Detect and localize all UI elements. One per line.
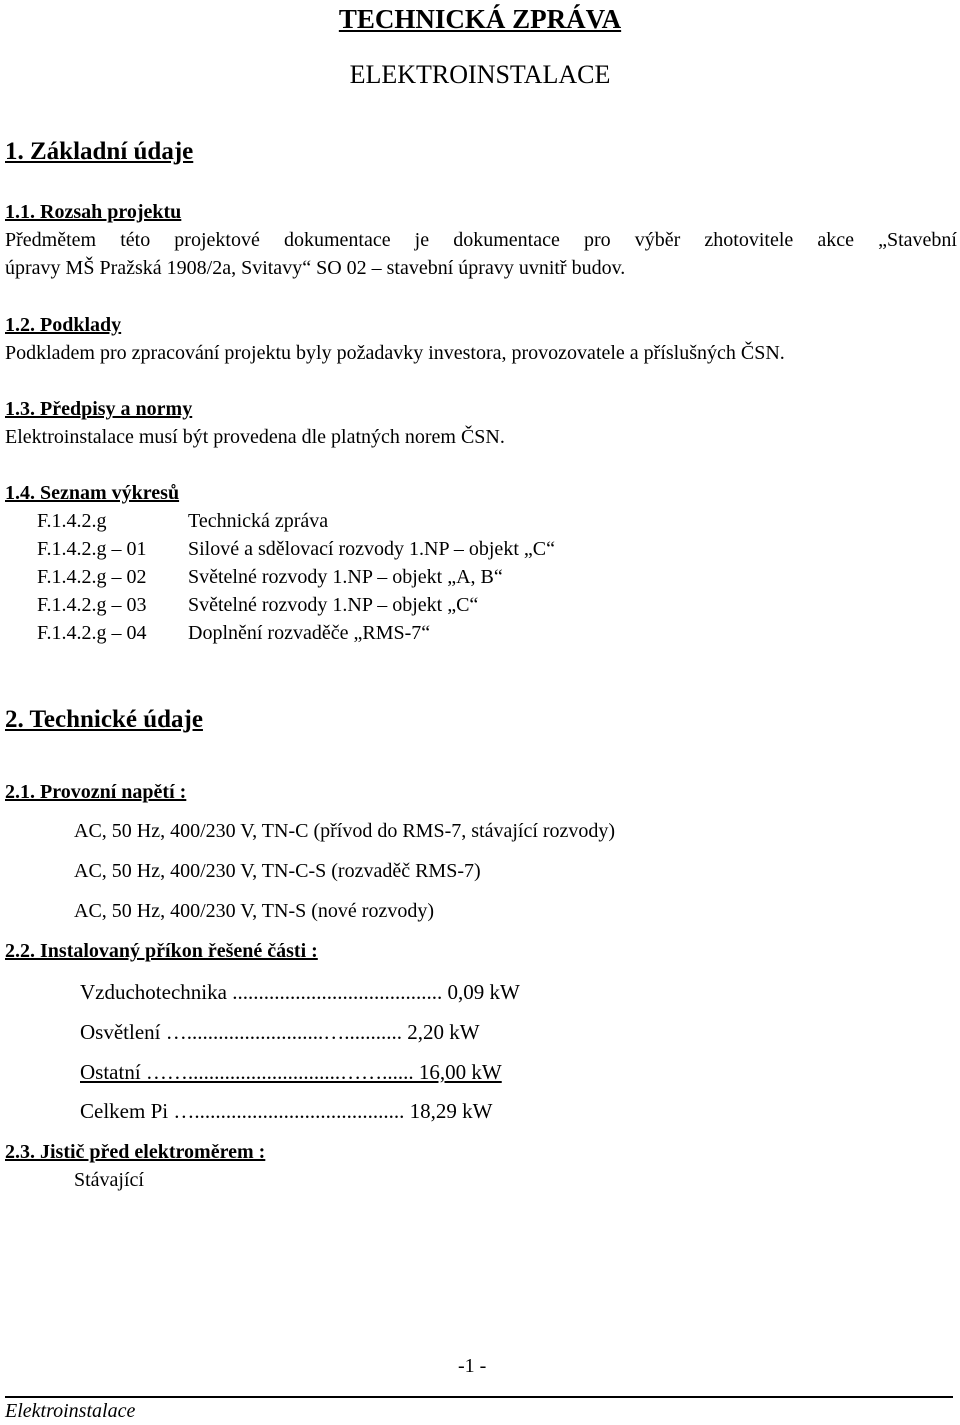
drawing-code: F.1.4.2.g – 01 (37, 538, 147, 560)
drawing-list-item (0, 566, 960, 592)
section-2-1-heading: 2.1. Provozní napětí : (5, 781, 187, 803)
power-total-line: Celkem Pi …........................................ 18,29 kW (80, 1099, 493, 1123)
drawing-list-item (0, 594, 960, 620)
voltage-line: AC, 50 Hz, 400/230 V, TN-C (přívod do RMS-7, stávající rozvody) (74, 820, 616, 842)
section-1-1-text-line-1: Předmětem této projektové dokumentace je dokumentace pro výběr zhotovitele akce „Stavební (5, 229, 957, 251)
drawing-code: F.1.4.2.g – 04 (37, 622, 147, 644)
footer-label: Elektroinstalace (5, 1400, 136, 1422)
section-1-4-heading: 1.4. Seznam výkresů (5, 482, 180, 504)
drawing-code: F.1.4.2.g – 03 (37, 594, 147, 616)
drawing-list-item (0, 510, 960, 536)
drawing-code: F.1.4.2.g – 02 (37, 566, 147, 588)
drawing-name: Světelné rozvody 1.NP – objekt „C“ (188, 594, 479, 616)
drawing-list-item (0, 622, 960, 648)
voltage-line: AC, 50 Hz, 400/230 V, TN-S (nové rozvody) (74, 900, 434, 922)
section-2-3-text: Stávající (74, 1169, 144, 1191)
power-line: Vzduchotechnika ........................................ 0,09 kW (80, 980, 520, 1004)
section-1-3-text: Elektroinstalace musí být provedena dle platných norem ČSN. (5, 426, 505, 448)
drawing-name: Doplnění rozvaděče „RMS-7“ (188, 622, 431, 644)
section-1-3-heading: 1.3. Předpisy a normy (5, 398, 193, 420)
section-1-1-heading: 1.1. Rozsah projektu (5, 201, 182, 223)
section-2-2-heading: 2.2. Instalovaný příkon řešené části : (5, 940, 318, 962)
power-line: Osvětlení …..........................…........... 2,20 kW (80, 1020, 480, 1044)
section-2-heading: 2. Technické údaje (5, 706, 203, 733)
section-1-2-heading: 1.2. Podklady (5, 314, 122, 336)
voltage-line: AC, 50 Hz, 400/230 V, TN-C-S (rozvaděč RMS-7) (74, 860, 481, 882)
page-number: -1 - (458, 1355, 487, 1377)
section-1-1-text-line-2: úpravy MŠ Pražská 1908/2a, Svitavy“ SO 02 – stavební úpravy uvnitř budov. (5, 257, 626, 279)
document-subtitle: ELEKTROINSTALACE (349, 60, 611, 89)
section-1-2-text: Podkladem pro zpracování projektu byly požadavky investora, provozovatele a příslušných ČSN. (5, 342, 785, 364)
power-line: Ostatní …….............................……...... 16,00 kW (80, 1060, 502, 1084)
document-title: TECHNICKÁ ZPRÁVA (338, 4, 622, 34)
section-2-3-heading: 2.3. Jistič před elektroměrem : (5, 1141, 266, 1163)
drawing-name: Technická zpráva (188, 510, 329, 532)
drawing-code: F.1.4.2.g (37, 510, 107, 532)
section-1-heading: 1. Základní údaje (5, 138, 194, 165)
footer-divider (5, 1396, 953, 1398)
drawing-name: Silové a sdělovací rozvody 1.NP – objekt „C“ (188, 538, 555, 560)
drawing-name: Světelné rozvody 1.NP – objekt „A, B“ (188, 566, 503, 588)
drawing-list-item (0, 538, 960, 564)
